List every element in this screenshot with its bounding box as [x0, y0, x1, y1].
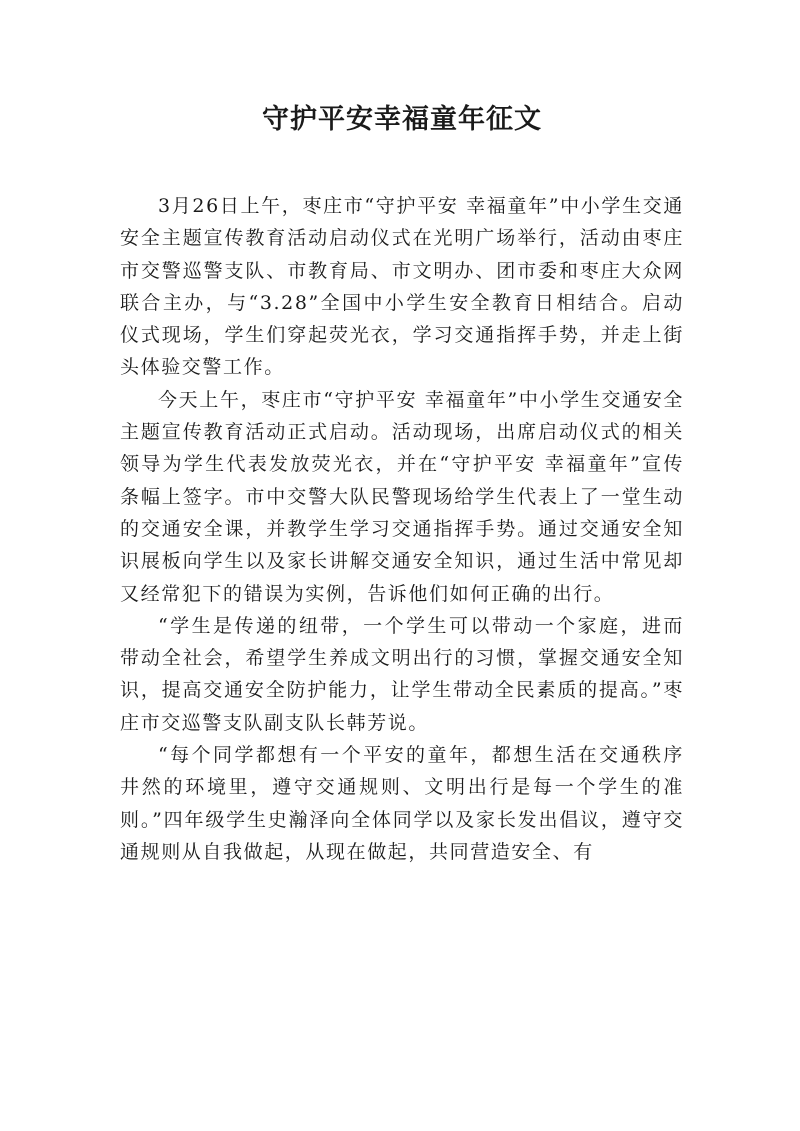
- paragraph: “每个同学都想有一个平安的童年，都想生活在交通秩序井然的环境里，遵守交通规则、文明出行是每一个学生的准则。”四年级学生史瀚泽向全体同学以及家长发出倡议，遵守交通规则从自我做起，从现在做起，共同营造安全、有: [120, 744, 684, 863]
- document-title: 守护平安幸福童年征文: [262, 104, 542, 135]
- paragraph: 3月26日上午，枣庄市“守护平安 幸福童年”中小学生交通安全主题宣传教育活动启动仪式在光明广场举行，活动由枣庄市交警巡警支队、市教育局、市文明办、团市委和枣庄大众网联合主办，与“3.28”全国中小学生安全教育日相结合。启动仪式现场，学生们穿起荧光衣，学习交通指挥手势，并走上街头体验交警工作。: [120, 195, 684, 379]
- paragraph: “学生是传递的纽带，一个学生可以带动一个家庭，进而带动全社会，希望学生养成文明出行的习惯，掌握交通安全知识，提高交通安全防护能力，让学生带动全民素质的提高。”枣庄市交巡警支队副支队长韩芳说。: [120, 614, 684, 734]
- document-body: [120, 190, 684, 868]
- paragraph: 今天上午，枣庄市“守护平安 幸福童年”中小学生交通安全主题宣传教育活动正式启动。活动现场，出席启动仪式的相关领导为学生代表发放荧光衣，并在“守护平安 幸福童年”宣传条幅上签字。市中交警大队民警现场给学生代表上了一堂生动的交通安全课，并教学生学习交通指挥手势。通过交通安全知识展板向学生以及家长讲解交通安全知识，通过生活中常见却又经常犯下的错误为实例，告诉他们如何正确的出行。: [120, 388, 684, 605]
